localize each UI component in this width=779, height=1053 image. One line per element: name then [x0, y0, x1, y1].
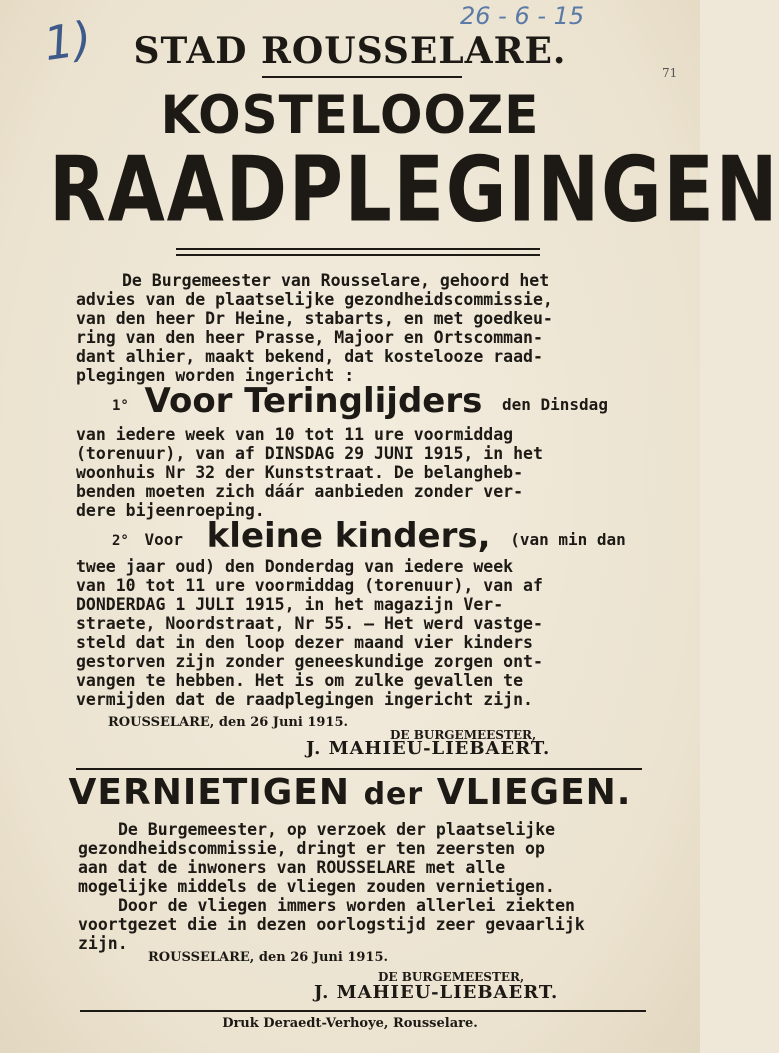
flies-line: De Burgemeester, op verzoek der plaatselijke — [118, 820, 556, 839]
signature2-place-date: ROUSSELARE, den 26 Juni 1915. — [148, 950, 389, 965]
flies-paragraph — [78, 820, 646, 953]
item2-line: DONDERDAG 1 JULI 1915, in het magazijn Ver- — [76, 595, 504, 614]
double-rule-top — [176, 248, 540, 250]
flies-line: zijn. — [78, 934, 128, 953]
item1-line: woonhuis Nr 32 der Kunststraat. De belangheb- — [76, 463, 524, 482]
item2-line: gestorven zijn zonder geneeskundige zorgen ont- — [76, 652, 543, 671]
item2-line: twee jaar oud) den Donderdag van iedere week — [76, 557, 514, 576]
main-title: RAADPLEGINGEN — [49, 137, 779, 243]
item2-line: straete, Noordstraat, Nr 55. — Het werd vastge- — [76, 614, 543, 633]
double-rule-bottom — [176, 254, 540, 256]
section-divider — [76, 768, 642, 770]
flies-line: gezondheidscommissie, dringt er ten zeersten op — [78, 839, 545, 858]
signature2-name: J. MAHIEU-LIEBAERT. — [314, 982, 559, 1003]
item2-prefix: Voor — [144, 530, 184, 549]
intro-line: De Burgemeester van Rousselare, gehoord het — [122, 271, 550, 290]
flies-line: mogelijke middels de vliegen zouden vernietigen. — [78, 877, 555, 896]
intro-line: van den heer Dr Heine, stabarts, en met goedkeu- — [76, 309, 553, 328]
intro-line: ring van den heer Prasse, Majoor en Ortscomman- — [76, 328, 543, 347]
flies-line: voortgezet die in dezen oorlogstijd zeer gevaarlijk — [78, 915, 585, 934]
intro-line: dant alhier, maakt bekend, dat kostelooze raad- — [76, 347, 543, 366]
item2-line: van 10 tot 11 ure voormiddag (torenuur), van af — [76, 576, 543, 595]
title-divider — [262, 76, 462, 78]
item2-title-suffix: (van min dan — [510, 530, 626, 549]
item2-title: kleine kinders, — [206, 516, 491, 556]
item1-line: (torenuur), van af DINSDAG 29 JUNI 1915, in het — [76, 444, 543, 463]
flies-heading-part1: VERNIETIGEN — [68, 772, 351, 813]
item1-title-suffix: den Dinsdag — [501, 395, 608, 414]
handwritten-mark: 1) — [40, 10, 95, 72]
item1-paragraph — [76, 425, 642, 520]
item2-number: 2° — [112, 533, 129, 549]
flies-heading-part3: VLIEGEN. — [436, 772, 632, 813]
intro-line: plegingen worden ingericht : — [76, 366, 355, 385]
intro-line: advies van de plaatselijke gezondheidscommissie, — [76, 290, 553, 309]
item1-line: dere bijeenroeping. — [76, 501, 265, 520]
signature1-name: J. MAHIEU-LIEBAERT. — [306, 738, 551, 759]
item1-title: Voor Teringlijders — [144, 381, 483, 421]
subtitle-heading: KOSTELOOZE — [160, 84, 540, 146]
handwritten-date: 26 - 6 - 15 — [460, 2, 585, 30]
city-heading: STAD ROUSSELARE. — [133, 30, 567, 72]
item1-line: van iedere week van 10 tot 11 ure voormiddag — [76, 425, 514, 444]
item1-heading — [76, 381, 678, 421]
intro-paragraph — [76, 271, 642, 385]
footer-divider — [80, 1010, 646, 1012]
signature1-title: DE BURGEMEESTER, — [390, 728, 537, 742]
item2-line: vangen te hebben. Het is om zulke gevallen te — [76, 671, 524, 690]
item2-line: vermijden dat de raadplegingen ingericht zijn. — [76, 690, 533, 709]
page-number: 71 — [662, 66, 678, 80]
printer-credit: Druk Deraedt-Verhoye, Rousselare. — [222, 1016, 478, 1031]
flies-heading — [0, 772, 700, 813]
flies-heading-part2: der — [363, 777, 424, 812]
item2-heading — [76, 516, 678, 556]
signature2-title: DE BURGEMEESTER, — [378, 970, 525, 984]
signature1-place-date: ROUSSELARE, den 26 Juni 1915. — [108, 715, 349, 730]
item1-line: benden moeten zich dáár aanbieden zonder ver- — [76, 482, 524, 501]
item2-paragraph — [76, 557, 642, 709]
item2-line: steld dat in den loop dezer maand vier kinders — [76, 633, 533, 652]
item1-number: 1° — [112, 398, 129, 414]
flies-line: aan dat de inwoners van ROUSSELARE met alle — [78, 858, 506, 877]
flies-line: Door de vliegen immers worden allerlei ziekten — [118, 896, 575, 915]
